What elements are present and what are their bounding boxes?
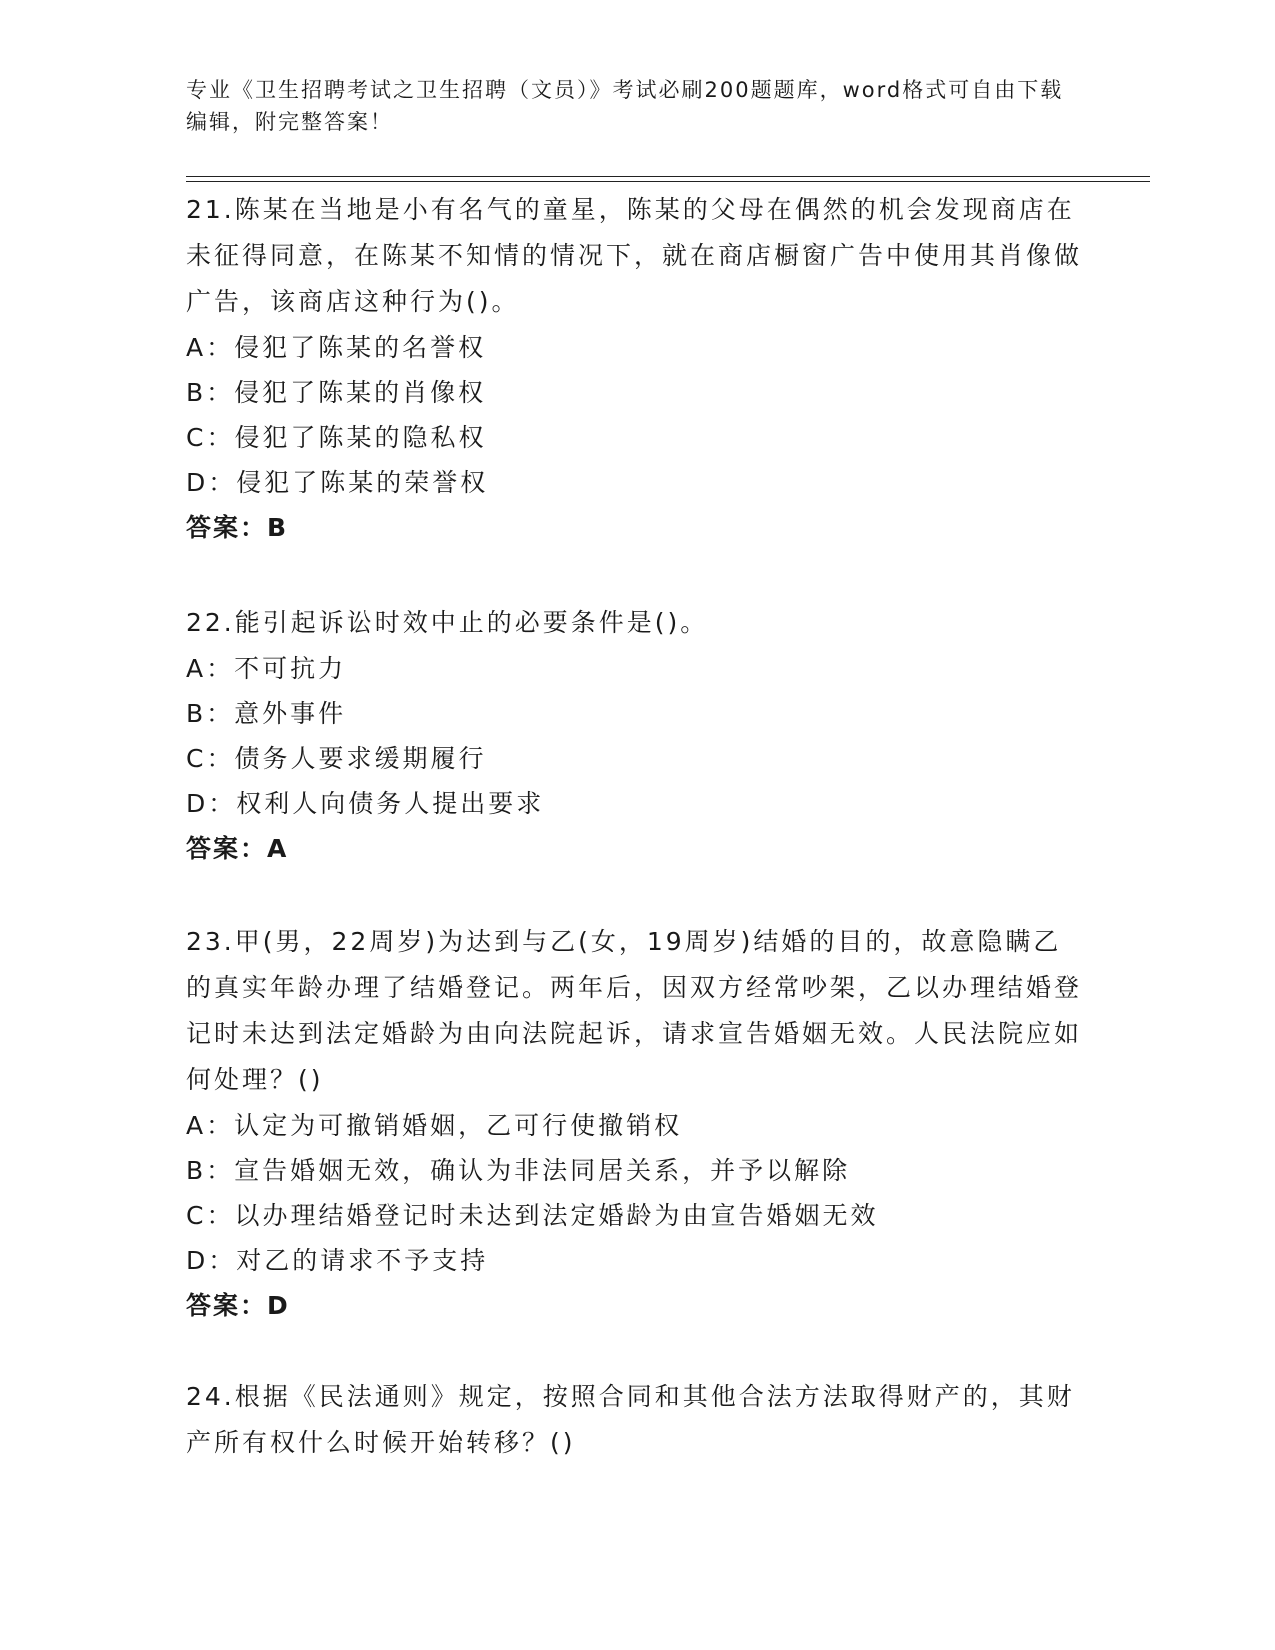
answer-line: 答案：D <box>186 1291 290 1320</box>
question-stem: 23.甲(男，22周岁)为达到与乙(女，19周岁)结婚的目的，故意隐瞒乙的真实年龄办理了结婚登记。两年后，因双方经常吵架，乙以办理结婚登记时未达到法定婚龄为由向法院起诉，请求宣告婚姻无效。人民法院应如何处理？() <box>186 927 1083 1094</box>
question-stem: 24.根据《民法通则》规定，按照合同和其他合法方法取得财产的，其财产所有权什么时候开始转移？() <box>186 1382 1075 1457</box>
option-d: D：侵犯了陈某的荣誉权 <box>186 468 489 497</box>
option-c: C：侵犯了陈某的隐私权 <box>186 423 487 452</box>
option-a: A：侵犯了陈某的名誉权 <box>186 333 487 362</box>
question-stem: 22.能引起诉讼时效中止的必要条件是()。 <box>186 608 709 637</box>
option-d: D：权利人向债务人提出要求 <box>186 789 545 818</box>
header-divider-top <box>186 176 1150 177</box>
question-21 <box>186 187 1086 551</box>
answer-line: 答案：B <box>186 513 289 542</box>
question-stem: 21.陈某在当地是小有名气的童星，陈某的父母在偶然的机会发现商店在未征得同意，在陈某不知情的情况下，就在商店橱窗广告中使用其肖像做广告，该商店这种行为()。 <box>186 195 1083 316</box>
option-c: C：以办理结婚登记时未达到法定婚龄为由宣告婚姻无效 <box>186 1201 879 1230</box>
question-23 <box>186 919 1086 1329</box>
option-b: B：侵犯了陈某的肖像权 <box>186 378 487 407</box>
question-24 <box>186 1374 1086 1466</box>
question-22 <box>186 600 1086 872</box>
document-header: 专业《卫生招聘考试之卫生招聘（文员）》考试必刷200题题库，word格式可自由下载编辑，附完整答案！ <box>186 78 1064 134</box>
option-b: B：意外事件 <box>186 699 347 728</box>
option-c: C：债务人要求缓期履行 <box>186 744 487 773</box>
option-a: A：认定为可撤销婚姻，乙可行使撤销权 <box>186 1111 683 1140</box>
answer-line: 答案：A <box>186 834 289 863</box>
option-d: D：对乙的请求不予支持 <box>186 1246 489 1275</box>
option-a: A：不可抗力 <box>186 654 347 683</box>
header-divider-bottom <box>186 181 1150 182</box>
option-b: B：宣告婚姻无效，确认为非法同居关系，并予以解除 <box>186 1156 851 1185</box>
